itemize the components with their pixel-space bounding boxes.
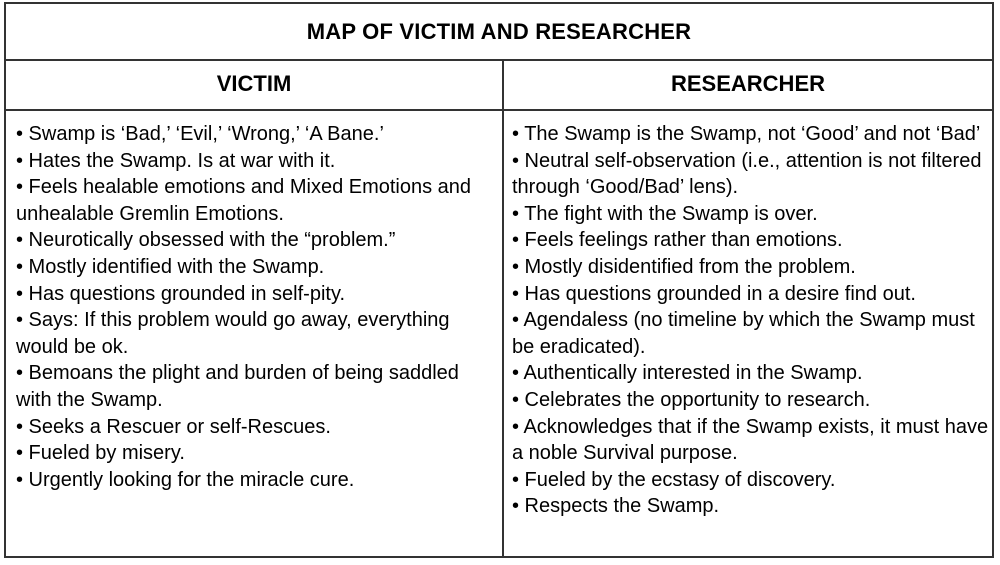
- victim-column: [16, 121, 494, 493]
- researcher-item: • Mostly disidentified from the problem.: [512, 255, 856, 278]
- table-title: MAP OF VICTIM AND RESEARCHER: [6, 4, 992, 61]
- victim-item: • Feels healable emotions and Mixed Emotions and unhealable Gremlin Emotions.: [16, 176, 472, 225]
- researcher-item: • Celebrates the opportunity to research.: [512, 388, 871, 411]
- researcher-item: • Feels feelings rather than emotions.: [512, 229, 843, 252]
- comparison-table: [4, 2, 994, 558]
- researcher-item: • Has questions grounded in a desire find out.: [512, 282, 916, 305]
- victim-item: • Has questions grounded in self-pity.: [16, 282, 346, 305]
- victim-item: • Swamp is ‘Bad,’ ‘Evil,’ ‘Wrong,’ ‘A Bane.’: [16, 123, 384, 145]
- victim-item: • Bemoans the plight and burden of being saddled with the Swamp.: [16, 362, 459, 411]
- victim-item: • Neurotically obsessed with the “problem.”: [16, 229, 396, 252]
- victim-item: • Hates the Swamp. Is at war with it.: [16, 149, 336, 172]
- researcher-item: • Fueled by the ecstasy of discovery.: [512, 468, 836, 491]
- researcher-item: • The fight with the Swamp is over.: [512, 202, 818, 225]
- victim-item: • Mostly identified with the Swamp.: [16, 255, 325, 278]
- victim-item: • Urgently looking for the miracle cure.: [16, 468, 355, 491]
- victim-header: VICTIM: [216, 71, 292, 96]
- researcher-item: • Respects the Swamp.: [512, 495, 720, 518]
- researcher-item: • The Swamp is the Swamp, not ‘Good’ and not ‘Bad’: [512, 123, 981, 145]
- researcher-item: • Neutral self-observation (i.e., attention is not filtered through ‘Good/Bad’ lens).: [512, 149, 982, 199]
- header-row: [6, 59, 992, 111]
- researcher-header: RESEARCHER: [670, 71, 826, 96]
- victim-item: • Fueled by misery.: [16, 442, 185, 465]
- researcher-item: • Acknowledges that if the Swamp exists, it must have a noble Survival purpose.: [512, 415, 989, 465]
- researcher-item: • Authentically interested in the Swamp.: [512, 362, 863, 385]
- researcher-item: • Agendaless (no timeline by which the Swamp must be eradicated).: [512, 309, 975, 358]
- researcher-column: [512, 121, 992, 520]
- victim-item: • Says: If this problem would go away, everything would be ok.: [16, 309, 450, 358]
- column-divider: [502, 59, 504, 556]
- victim-item: • Seeks a Rescuer or self-Rescues.: [16, 415, 331, 438]
